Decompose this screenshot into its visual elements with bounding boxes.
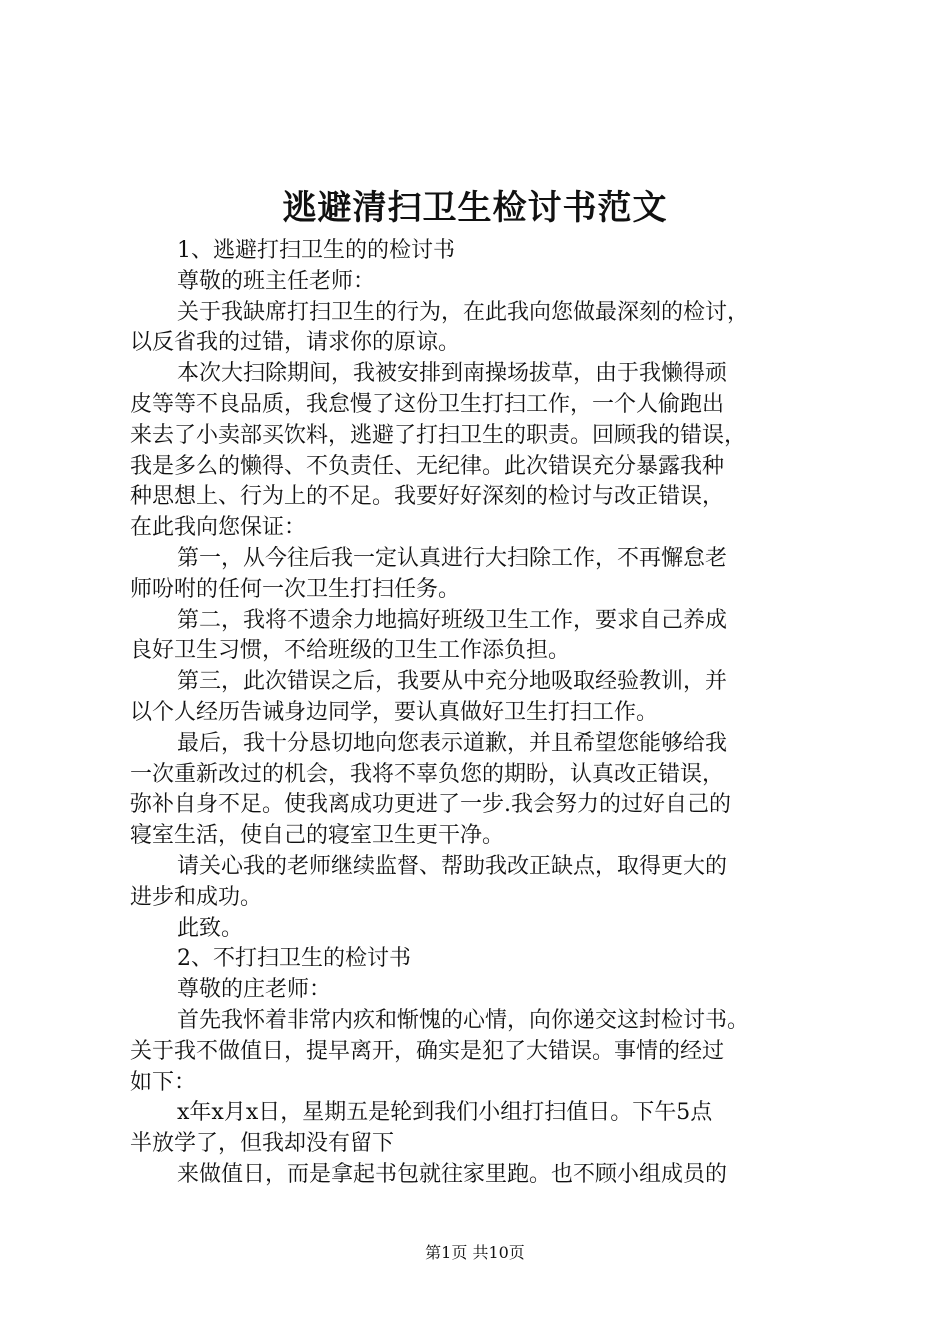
- body-line: 如下：: [130, 1069, 197, 1095]
- body-line: 1、逃避打扫卫生的的检讨书: [177, 238, 455, 263]
- body-line: 来去了小卖部买饮料，逃避了打扫卫生的职责。回顾我的错误，: [130, 422, 747, 448]
- body-line: 本次大扫除期间，我被安排到南操场拔草，由于我懒得顽: [177, 361, 728, 387]
- body-line: 尊敬的庄老师：: [177, 977, 332, 1003]
- body-line: 弥补自身不足。使我离成功更进了一步.我会努力的过好自己的: [130, 792, 731, 818]
- body-line: 一次重新改过的机会，我将不辜负您的期盼，认真改正错误，: [130, 761, 725, 787]
- body-line: 最后，我十分恳切地向您表示道歉，并且希望您能够给我: [177, 730, 728, 756]
- body-line: 第一，从今往后我一定认真进行大扫除工作，不再懈怠老: [177, 545, 728, 571]
- body-line: 我是多么的懒得、不负责任、无纪律。此次错误充分暴露我种: [130, 453, 725, 479]
- body-line: 半放学了，但我却没有留下: [130, 1131, 395, 1157]
- body-line: 请关心我的老师继续监督、帮助我改正缺点，取得更大的: [177, 853, 728, 879]
- body-line: 第二，我将不遗余力地搞好班级卫生工作，要求自己养成: [177, 607, 728, 633]
- body-line: 以反省我的过错，请求你的原谅。: [130, 330, 461, 356]
- body-line: 皮等等不良品质，我怠慢了这份卫生打扫工作，一个人偷跑出: [130, 391, 725, 417]
- body-line: 师吩咐的任何一次卫生打扫任务。: [130, 576, 461, 602]
- body-line: 首先我怀着非常内疚和惭愧的心情，向你递交这封检讨书。: [177, 1007, 750, 1033]
- document-title: 逃避清扫卫生检讨书范文: [282, 188, 668, 228]
- body-line: 以个人经历告诫身边同学，要认真做好卫生打扫工作。: [130, 699, 659, 725]
- body-line: 关于我缺席打扫卫生的行为，在此我向您做最深刻的检讨，: [177, 299, 750, 325]
- body-line: 此致。: [177, 915, 244, 941]
- body-line: 尊敬的班主任老师：: [177, 268, 376, 294]
- document-body: [130, 236, 840, 1191]
- body-line: 寝室生活，使自己的寝室卫生更干净。: [130, 823, 505, 849]
- body-line: 种思想上、行为上的不足。我要好好深刻的检讨与改正错误，: [130, 484, 725, 510]
- body-line: 良好卫生习惯，不给班级的卫生工作添负担。: [130, 638, 571, 664]
- page-number: 第1页 共10页: [425, 1243, 525, 1262]
- body-line: x年x月x日，星期五是轮到我们小组打扫值日。下午5点: [177, 1100, 713, 1126]
- body-line: 关于我不做值日，提早离开，确实是犯了大错误。事情的经过: [130, 1038, 725, 1064]
- body-line: 第三，此次错误之后，我要从中充分地吸取经验教训，并: [177, 669, 728, 695]
- body-line: 在此我向您保证：: [130, 515, 307, 541]
- body-line: 来做值日，而是拿起书包就往家里跑。也不顾小组成员的: [177, 1161, 728, 1187]
- body-line: 2、不打扫卫生的检讨书: [177, 946, 411, 972]
- body-line: 进步和成功。: [130, 884, 263, 910]
